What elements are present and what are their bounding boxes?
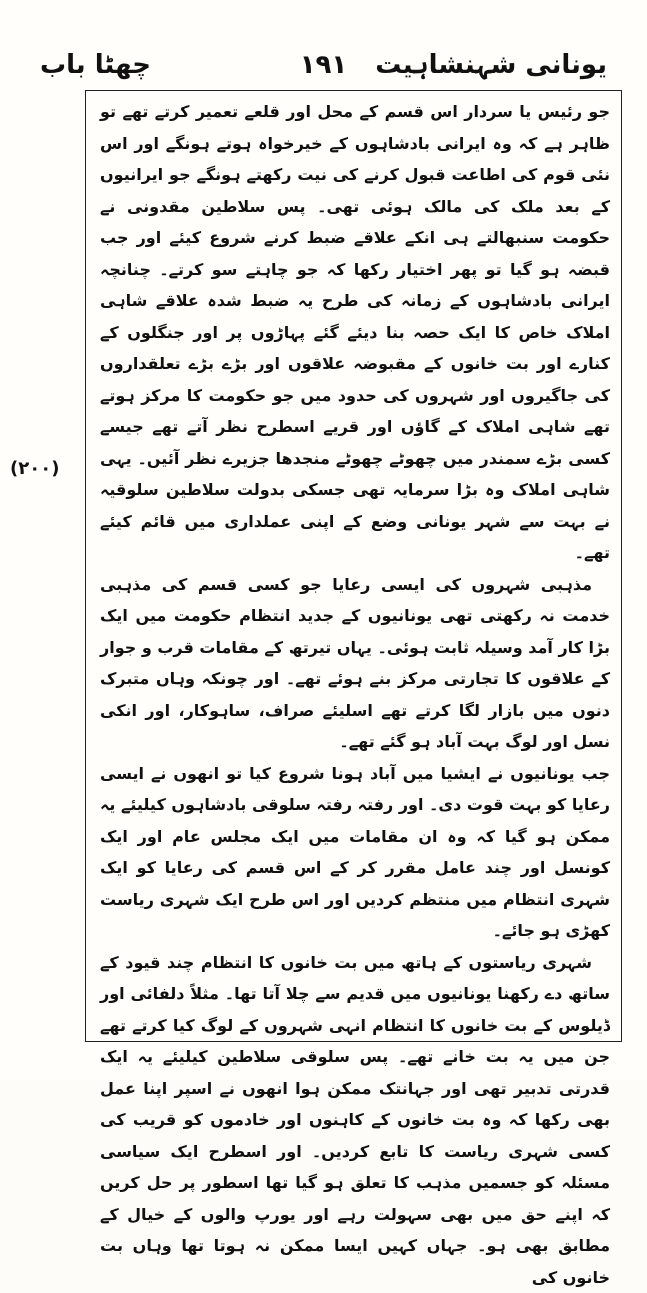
paragraph: جب یونانیوں نے ایشیا میں آباد ہونا شروع کیا تو انھوں نے ایسی رعایا کو بہت قوت دی۔ اور رفتہ رفتہ سلوقی بادشاہوں کیلیئے یہ ممکن ہو گیا کہ وہ ان مقامات میں ایک مجلس عام اور ایک کونسل اور چند عامل مقرر کر کے اس قسم کی رعایا کو ایک شہری انتظام میں منتظم کردیں اور اس طرح ایک شہری ریاست کھڑی ہو جائے۔ — [100, 758, 610, 947]
body-text — [100, 96, 610, 1293]
paragraph: شہری ریاستوں کے ہاتھ میں بت خانوں کا انتظام چند قیود کے ساتھ دے رکھنا یونانیوں میں قدیم سے چلا آتا تھا۔ مثلاً دلفائی اور ڈیلوس کے بت خانوں کا انتظام انہی شہروں کے لوگ کیا کرتے تھے جن میں یہ بت خانے تھے۔ پس سلوقی سلاطین کیلیئے یہ ایک قدرتی تدبیر تھی اور جہانتک ممکن ہوا انھوں نے اسپر اپنا عمل بھی رکھا کہ وہ بت خانوں کے کاہنوں اور خادموں کو قریب کی کسی شہری ریاست کا تابع کردیں۔ اور اسطرح ایک سیاسی مسئلہ کو جسمیں مذہب کا تعلق ہو گیا تھا اسطور پر حل کریں کہ اپنے حق میں بھی سہولت رہے اور یورپ والوں کے خیال کے مطابق بھی ہو۔ جہاں کہیں ایسا ممکن نہ ہوتا تھا وہاں بت خانوں کی — [100, 947, 610, 1293]
margin-note: (٢٠٠) — [10, 458, 59, 479]
running-title: یونانی شہنشاہیت — [375, 50, 607, 80]
paragraph: جو رئیس یا سردار اس قسم کے محل اور قلعے تعمیر کرتے تھے تو ظاہر ہے کہ وہ ایرانی بادشاہوں کے خیرخواہ ہوتے ہونگے اور اس نئی قوم کی اطاعت قبول کرنے کی نیت رکھتے ہونگے جو ایرانیوں کے بعد ملک کی مالک ہوئی تھی۔ پس سلاطین مقدونی نے حکومت سنبھالتے ہی انکے علاقے ضبط کرنے شروع کیئے اور جب قبضہ ہو گیا تو پھر اختیار رکھا کہ جو چاہتے سو کرتے۔ چنانچہ ایرانی بادشاہوں کے زمانہ کی طرح یہ ضبط شدہ علاقے شاہی املاک خاص کا ایک حصہ بنا دیئے گئے پہاڑوں پر اور جنگلوں کے کنارے اور بت خانوں کے مقبوضہ علاقوں اور بڑے بڑے تعلقداروں کی جاگیروں اور شہروں کی حدود میں جو حکومت کا مرکز ہوتے تھے شاہی املاک کے گاؤں اور قریے اسطرح نظر آتے تھے جیسے کسی بڑے سمندر میں چھوٹے چھوٹے منجدھا جزیرے نظر آئیں۔ یہی شاہی املاک وہ بڑا سرمایہ تھی جسکی بدولت سلاطین سلوقیہ نے بہت سے شہر یونانی وضع کے اپنی عملداری میں قائم کیئے تھے۔ — [100, 96, 610, 569]
page-number: ١٩١ — [40, 50, 607, 80]
page-header — [40, 30, 607, 80]
paragraph: مذہبی شہروں کی ایسی رعایا جو کسی قسم کی مذہبی خدمت نہ رکھتی تھی یونانیوں کے جدید انتظام حکومت میں ایک بڑا کار آمد وسیلہ ثابت ہوئی۔ یہاں تیرتھ کے مقامات قرب و جوار کے علاقوں کا تجارتی مرکز بنے ہوئے تھے۔ اور چونکہ وہاں متبرک دنوں میں بازار لگا کرتے تھے اسلیئے صراف، ساہوکار، اور انکی نسل اور لوگ بہت آباد ہو گئے تھے۔ — [100, 569, 610, 758]
chapter-label: چھٹا باب — [40, 50, 151, 80]
